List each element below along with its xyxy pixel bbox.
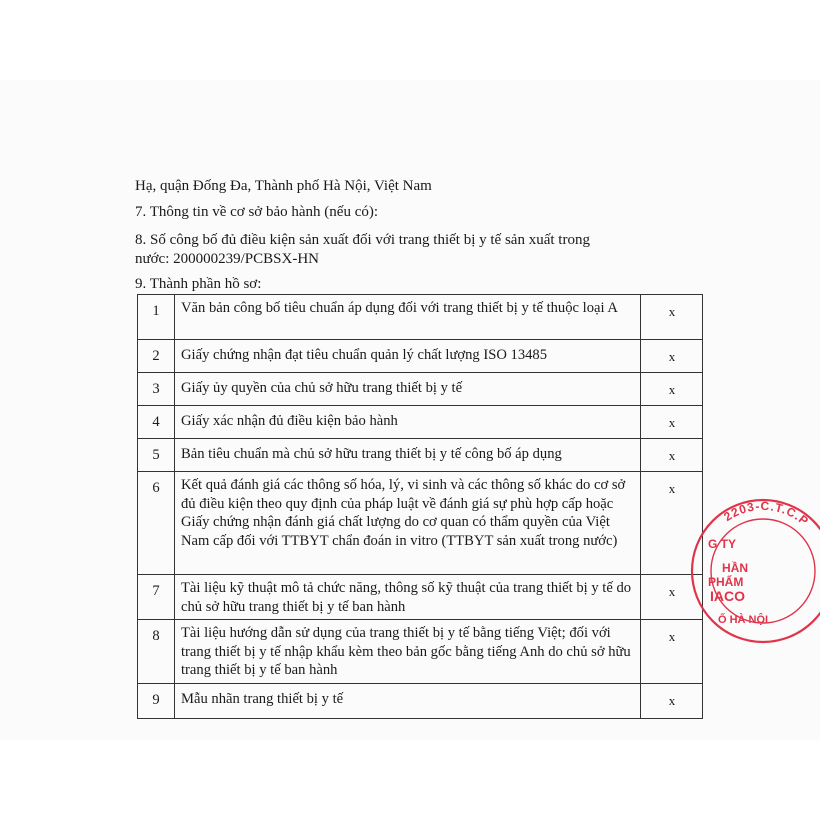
row-description: Văn bản công bố tiêu chuẩn áp dụng đối với trang thiết bị y tế thuộc loại A [175,295,641,340]
table-row [138,295,703,340]
item-9-dossier-heading: 9. Thành phần hồ sơ: [135,276,262,292]
table-row [138,373,703,406]
row-description: Giấy chứng nhận đạt tiêu chuẩn quản lý chất lượng ISO 13485 [175,340,641,373]
dossier-table [137,294,703,719]
row-number: 6 [138,472,175,575]
row-description: Kết quả đánh giá các thông số hóa, lý, vi sinh và các thông số khác do cơ sở đủ điều kiện theo quy định của pháp luật về đánh giá sự phù hợp cấp hoặc Giấy chứng nhận đánh giá chất lượng do cơ quan có thẩm quyền của Việt Nam cấp đối với TTBYT chẩn đoán in vitro (TTBYT sản xuất trong nước) [175,472,641,575]
seal-ring-text: 2203-C.T.C.P [721,498,812,529]
seal-inner-line-4: IACO [710,588,745,604]
seal-bottom-text: Ố HÀ NỘI [718,614,769,626]
row-check-mark: x [641,406,703,439]
table-row [138,575,703,620]
row-number: 9 [138,684,175,719]
item-7-warranty-info: 7. Thông tin về cơ sở bảo hành (nếu có): [135,204,379,220]
row-check-mark: x [641,439,703,472]
table-row [138,472,703,575]
row-number: 7 [138,575,175,620]
row-number: 3 [138,373,175,406]
row-number: 4 [138,406,175,439]
row-description: Tài liệu hướng dẫn sử dụng của trang thiết bị y tế bằng tiếng Việt; đối với trang thiết bị y tế nhập khẩu kèm theo bản gốc bằng tiếng Anh do chủ sở hữu trang thiết bị y tế ban hành [175,620,641,684]
table-row [138,620,703,684]
row-description: Tài liệu kỹ thuật mô tả chức năng, thông số kỹ thuật của trang thiết bị y tế do chủ sở hữu trang thiết bị y tế ban hành [175,575,641,620]
seal-inner-line-1: G TY [708,537,737,551]
item-8-line-1: 8. Số công bố đủ điều kiện sản xuất đối với trang thiết bị y tế sản xuất trong [135,232,590,248]
row-check-mark: x [641,295,703,340]
seal-inner-line-2: HẦN [722,561,748,575]
row-check-mark: x [641,373,703,406]
seal-inner-line-3: PHẨM [708,575,744,589]
table-row [138,684,703,719]
row-description: Mẫu nhãn trang thiết bị y tế [175,684,641,719]
row-check-mark: x [641,620,703,684]
row-number: 1 [138,295,175,340]
row-check-mark: x [641,340,703,373]
table-row [138,340,703,373]
row-description: Giấy xác nhận đủ điều kiện bảo hành [175,406,641,439]
row-number: 5 [138,439,175,472]
table-row [138,439,703,472]
address-continuation: Hạ, quận Đống Đa, Thành phố Hà Nội, Việt Nam [135,178,432,194]
row-check-mark: x [641,575,703,620]
row-number: 8 [138,620,175,684]
row-number: 2 [138,340,175,373]
row-description: Giấy ủy quyền của chủ sở hữu trang thiết bị y tế [175,373,641,406]
company-seal [688,496,820,646]
table-row [138,406,703,439]
row-check-mark: x [641,472,703,575]
item-8-line-2: nước: 200000239/PCBSX-HN [135,251,319,267]
row-check-mark: x [641,684,703,719]
row-description: Bản tiêu chuẩn mà chủ sở hữu trang thiết bị y tế công bố áp dụng [175,439,641,472]
